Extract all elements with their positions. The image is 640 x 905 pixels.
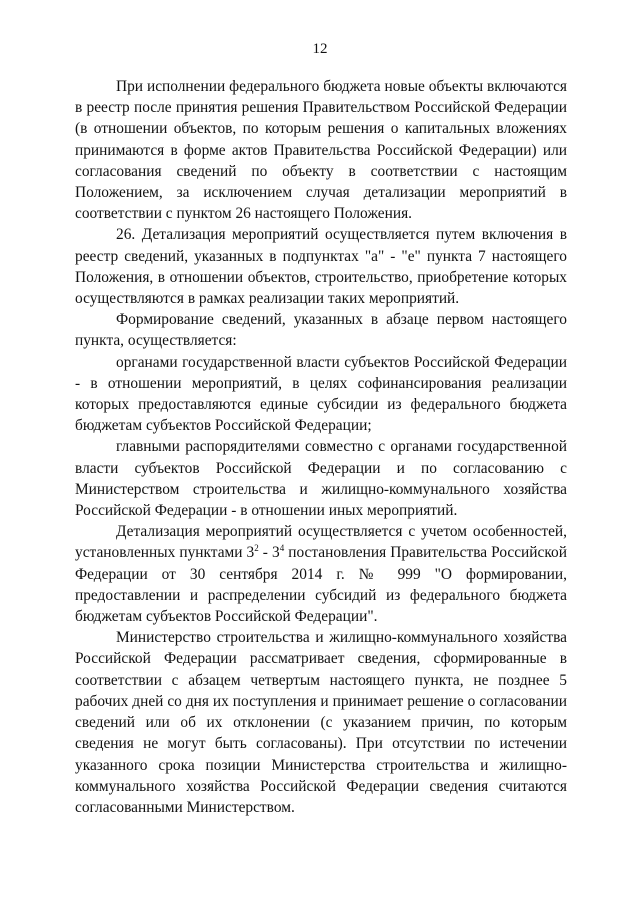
paragraph-ministry-review: Министерство строительства и жилищно-коммунального хозяйства Российской Федерации рассматривает сведения, сформированные в соответствии с абзацем четвертым настоящего пункта, не позднее 5 рабочих дней со дня их поступления и принимает решение о согласовании сведений или об их отклонении (с указанием причин, по которым сведения не могут быть согласованы). При отсутствии по истечении указанного срока позиции Министерства строительства и жилищно-коммунального хозяйства Российской Федерации сведения считаются согласованными Министерством. <box>75 629 567 816</box>
paragraph-detailing-features <box>75 521 567 627</box>
detail-text-after: постановления Правительства Российской Федерации от 30 сентября 2014 г. № 999 "О формировании, предоставлении и распределении субсидий из федерального бюджета бюджетам субъектов Российской Федерации". <box>75 544 567 626</box>
paragraph-main-managers: главными распорядителями совместно с органами государственной власти субъектов Российской Федерации и по согласованию с Министерством строительства и жилищно-коммунального хозяйства Российской Федерации - в отношении иных мероприятий. <box>75 438 567 520</box>
paragraph-federal-budget: При исполнении федерального бюджета новые объекты включаются в реестр после принятия решения Правительством Российской Федерации (в отношении объектов, по которым решения о капитальных вложениях принимаются в форме актов Правительства Российской Федерации) или согласования сведений по объекту в соответствии с настоящим Положением, за исключением случая детализации мероприятий в соответствии с пунктом 26 настоящего Положения. <box>75 78 567 223</box>
page-number: 12 <box>312 41 328 57</box>
detail-text-before: Детализация мероприятий осуществляется с учетом особенностей, установленных пунктами 3 <box>75 523 567 562</box>
paragraph-regional-authorities: органами государственной власти субъектов Российской Федерации - в отношении мероприятий, в целях софинансирования реализации которых предоставляются единые субсидии из федерального бюджета бюджетам субъектов Российской Федерации; <box>75 353 567 435</box>
paragraph-forming-info: Формирование сведений, указанных в абзаце первом настоящего пункта, осуществляется: <box>75 311 567 350</box>
detail-range-sep: - 3 <box>258 544 280 562</box>
paragraph-26-detailing: 26. Детализация мероприятий осуществляется путем включения в реестр сведений, указанных в подпунктах "а" - "е" пункта 7 настоящего Положения, в отношении объектов, строительство, приобретение которых осуществляются в рамках реализации таких мероприятий. <box>75 226 567 308</box>
detail-sup-from: 2 <box>254 543 259 554</box>
detail-sup-to: 4 <box>279 543 285 554</box>
document-body <box>75 76 567 818</box>
